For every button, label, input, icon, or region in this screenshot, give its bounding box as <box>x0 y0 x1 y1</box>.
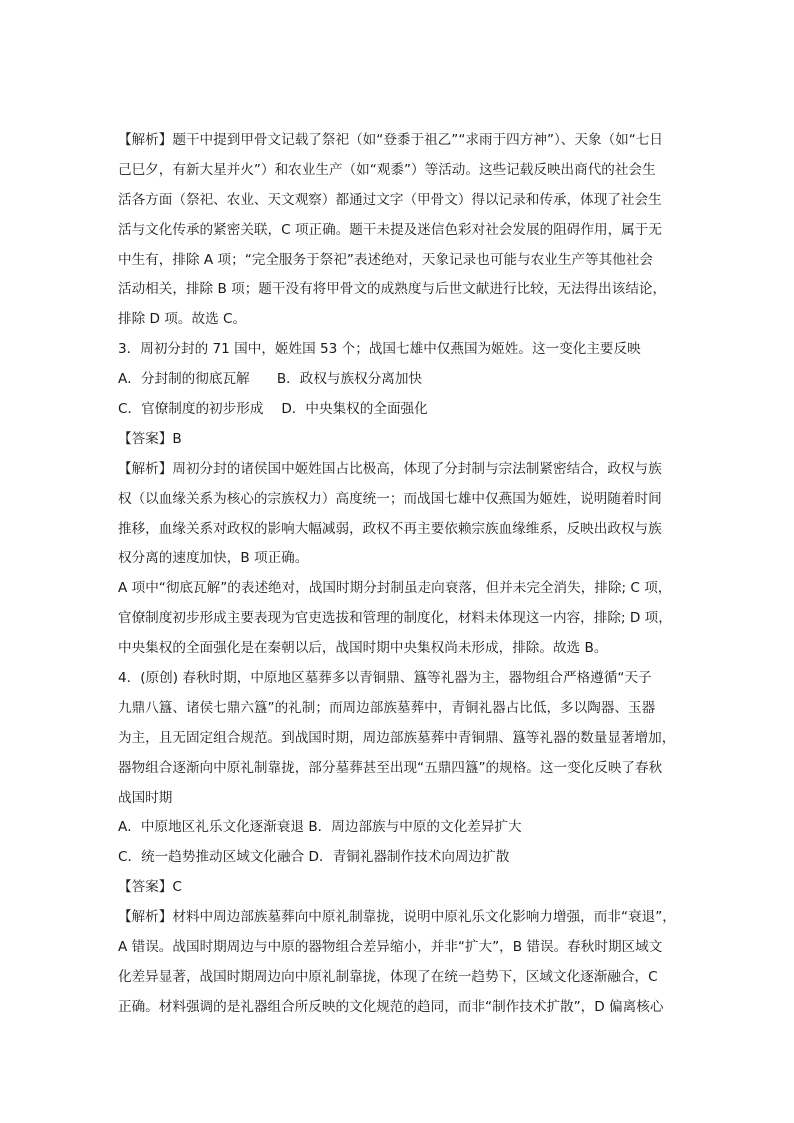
question-4-stem: 4．(原创) 春秋时期，中原地区墓葬多以青铜鼎、簋等礼器为主，器物组合严格遵循“天子 <box>118 670 652 687</box>
text-line: 器物组合逐渐向中原礼制靠拢，部分墓葬甚至出现“五鼎四簋”的规格。这一变化反映了春秋 <box>118 759 663 776</box>
text-line: 化差异显著，战国时期周边向中原礼制靠拢，体现了在统一趋势下，区域文化逐渐融合，C <box>118 968 658 985</box>
question-3-answer: 【答案】B <box>118 430 182 447</box>
text-line: 【解析】题干中提到甲骨文记载了祭祀（如“登黍于祖乙”“求雨于四方神”）、天象（如“七日 <box>118 132 663 148</box>
question-4-options-ab: A．中原地区礼乐文化逐渐衰退 B．周边部族与中原的文化差异扩大 <box>118 819 522 836</box>
question-3-stem: 3．周初分封的 71 国中，姬姓国 53 个；战国七雄中仅燕国为姬姓。这一变化主要反映 <box>118 341 641 358</box>
text-line: 九鼎八簋、诸侯七鼎六簋”的礼制；而周边部族墓葬中，青铜礼器占比低，多以陶器、玉器 <box>118 699 656 716</box>
question-4-answer: 【答案】C <box>118 879 182 896</box>
text-line: A 错误。战国时期周边与中原的器物组合差异缩小，并非“扩大”，B 错误。春秋时期区域文 <box>118 939 663 956</box>
text-line: A 项中“彻底瓦解”的表述绝对，战国时期分封制虽走向衰落，但并未完全消失，排除; C 项， <box>118 580 672 597</box>
text-line: 【解析】材料中周边部族墓葬向中原礼制靠拢，说明中原礼乐文化影响力增强，而非“衰退”， <box>118 909 676 926</box>
text-line: 权（以血缘关系为核心的宗族权力）高度统一；而战国七雄中仅燕国为姬姓，说明随着时间 <box>118 490 662 507</box>
text-line: 为主，且无固定组合规范。到战国时期，周边部族墓葬中青铜鼎、簋等礼器的数量显著增加， <box>118 729 676 746</box>
text-line: 己巳夕，有新大星并火”）和农业生产（如“观黍”）等活动。这些记载反映出商代的社会生 <box>118 161 656 178</box>
text-line: 活各方面（祭祀、农业、天文观察）都通过文字（甲骨文）得以记录和传承，体现了社会生 <box>118 191 662 208</box>
text-line: 官僚制度初步形成主要表现为官吏选拔和管理的制度化，材料未体现这一内容，排除; D 项， <box>118 610 672 627</box>
text-line: 战国时期 <box>118 789 173 806</box>
text-line: 推移，血缘关系对政权的影响大幅减弱，政权不再主要依赖宗族血缘维系，反映出政权与族 <box>118 520 662 537</box>
text-line: 活动相关，排除 B 项；题干没有将甲骨文的成熟度与后世文献进行比较，无法得出该结论， <box>118 281 667 298</box>
text-line: 中央集权的全面强化是在秦朝以后，战国时期中央集权尚未形成，排除。故选 B。 <box>118 640 608 657</box>
document-body <box>118 126 678 1023</box>
text-line: 中生有，排除 A 项；“完全服务于祭祀”表述绝对，天象记录也可能与农业生产等其他社会 <box>118 251 653 268</box>
question-3-options-ab: A．分封制的彻底瓦解 B．政权与族权分离加快 <box>118 371 423 388</box>
text-line: 权分离的速度加快，B 项正确。 <box>118 550 309 567</box>
question-4-options-cd: C．统一趋势推动区域文化融合 D．青铜礼器制作技术向周边扩散 <box>118 849 510 866</box>
question-3-options-cd: C．官僚制度的初步形成 D．中央集权的全面强化 <box>118 401 428 418</box>
text-line: 排除 D 项。故选 C。 <box>118 311 247 328</box>
text-line: 正确。材料强调的是礼器组合所反映的文化规范的趋同，而非“制作技术扩散”，D 偏离核心 <box>118 998 664 1015</box>
text-line: 【解析】周初分封的诸侯国中姬姓国占比极高，体现了分封制与宗法制紧密结合，政权与族 <box>118 460 662 477</box>
text-line: 活与文化传承的紧密关联，C 项正确。题干未提及迷信色彩对社会发展的阻碍作用，属于无 <box>118 221 662 238</box>
